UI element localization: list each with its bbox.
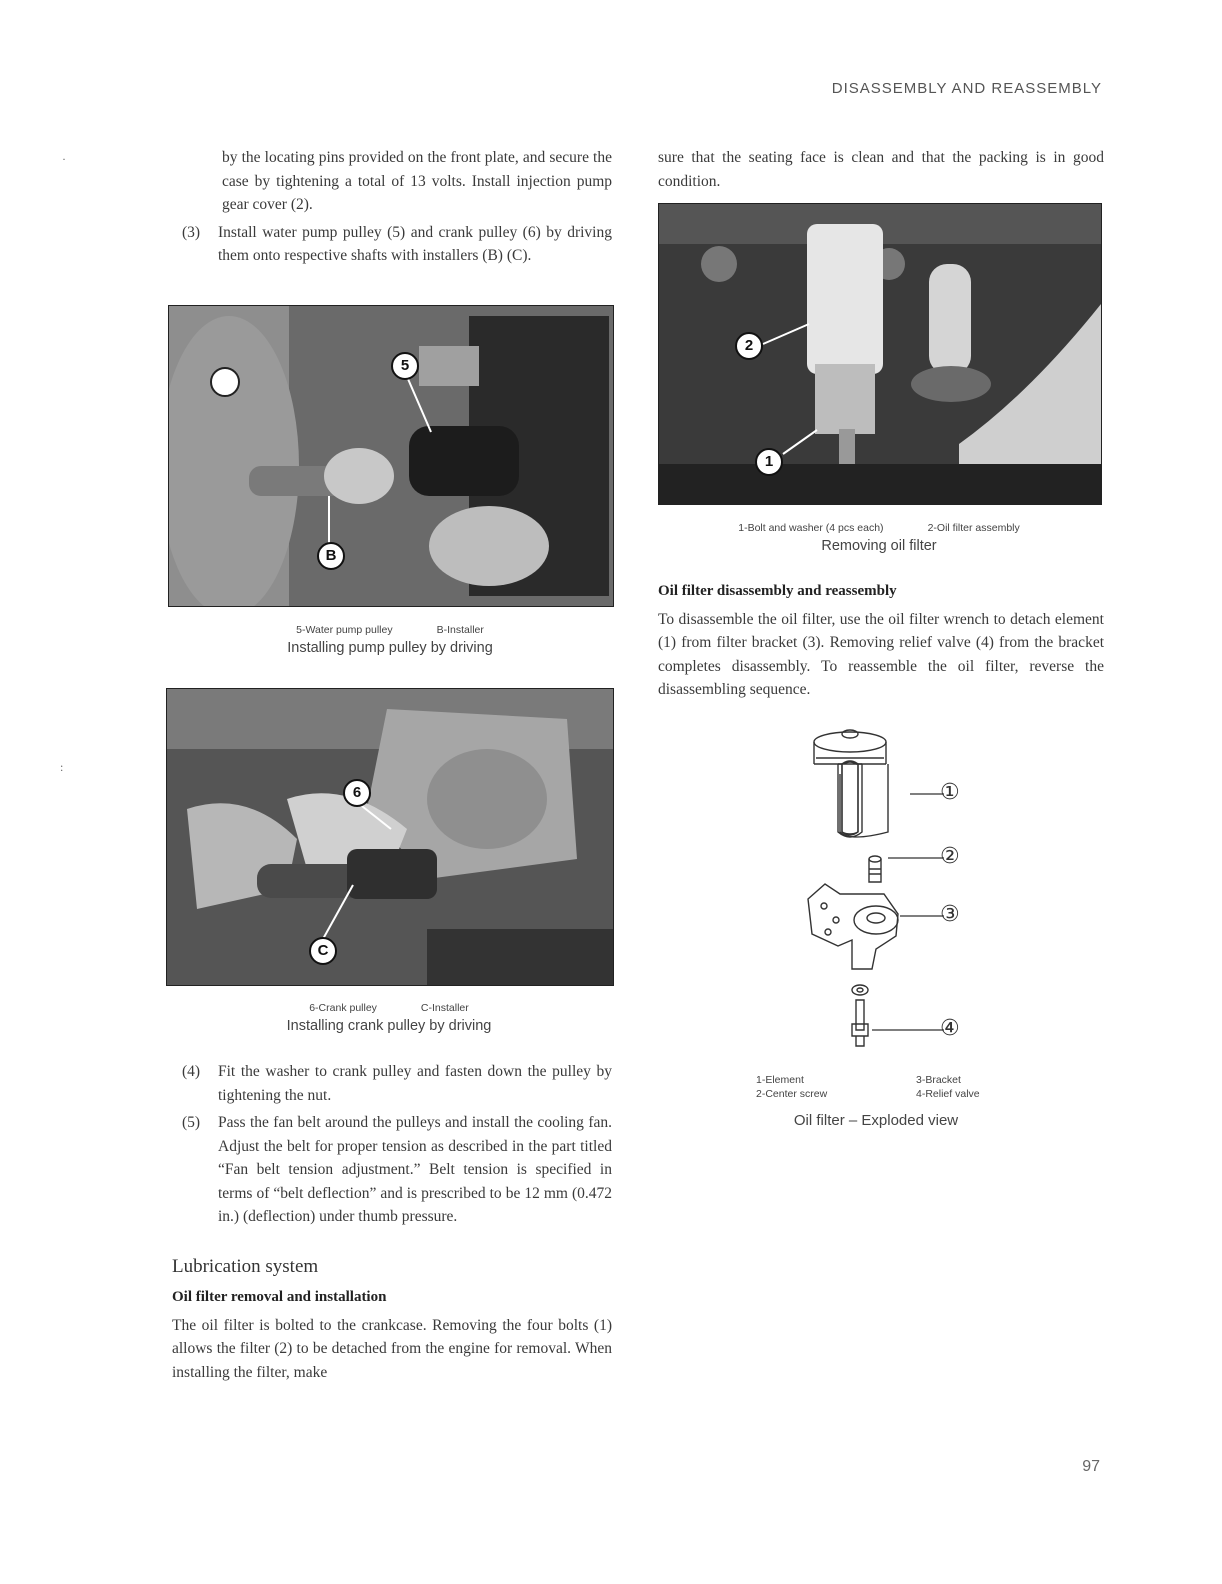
page-number: 97: [1082, 1458, 1100, 1475]
step-3: [172, 221, 612, 268]
callout-4-circled: ④: [940, 1016, 960, 1041]
callout-5: 5: [391, 352, 419, 380]
figure3-legend: [658, 522, 1100, 534]
figure1-legend: [168, 624, 612, 636]
callout-2: 2: [735, 332, 763, 360]
scan-mark: ·: [62, 152, 66, 166]
step-text: Pass the fan belt around the pulleys and install the cooling fan. Adjust the belt for proper tension as described in the part titled “Fan belt tension adjustment.” Belt tension is specified in terms of “belt deflection” and is prescribed to be 12 mm (0.472 in.) (deflection) under thumb pressure.: [218, 1114, 612, 1225]
subheading: Oil filter removal and installation: [172, 1289, 387, 1305]
step-4: [172, 1060, 612, 1107]
photo-oil-filter-removal: [658, 203, 1102, 505]
callout-1-circled: ①: [940, 780, 960, 805]
legend-item: 1-Element: [756, 1074, 804, 1086]
figure2-caption: Installing crank pulley by driving: [286, 1018, 492, 1034]
legend-item: C-Installer: [420, 1002, 469, 1014]
legend-item: 6-Crank pulley: [309, 1002, 377, 1014]
photo-water-pump-pulley: [168, 305, 614, 607]
legend-item: 5-Water pump pulley: [296, 624, 393, 636]
legend-item: B-Installer: [436, 624, 484, 636]
legend-item: 4-Relief valve: [916, 1088, 980, 1100]
legend-item: 2-Oil filter assembly: [927, 522, 1020, 534]
section-heading: Lubrication system: [172, 1255, 319, 1277]
subheading: Oil filter disassembly and reassembly: [658, 583, 897, 599]
running-header: DISASSEMBLY AND REASSEMBLY: [831, 80, 1102, 97]
figure2-caption-block: [166, 1002, 612, 1034]
figure1-caption: Installing pump pulley by driving: [287, 640, 493, 656]
photo-crank-pulley: [166, 688, 614, 986]
diagram-caption: Oil filter – Exploded view: [793, 1112, 959, 1129]
body-paragraph: The oil filter is bolted to the crankcase. Removing the four bolts (1) allows the filter (2) to be detached from the engine for removal. When installing the filter, make: [172, 1316, 612, 1381]
legend-item: 1-Bolt and washer (4 pcs each): [738, 522, 884, 534]
right-top-text: [658, 146, 1104, 193]
figure1-caption-block: [168, 624, 612, 656]
step-number: (5): [182, 1114, 201, 1131]
step-number: (4): [182, 1063, 201, 1080]
step-text: Install water pump pulley (5) and crank pulley (6) by driving them onto respective shafts with installers (B) (C).: [218, 223, 612, 264]
callout-3-circled: ③: [940, 902, 960, 927]
step-5: [172, 1111, 612, 1229]
legend-item: 3-Bracket: [916, 1074, 961, 1086]
step-text: Fit the washer to crank pulley and fasten down the pulley by tightening the nut.: [218, 1063, 612, 1104]
continuation-paragraph: sure that the seating face is clean and that the packing is in good condition.: [658, 149, 1104, 190]
callout-C: C: [309, 937, 337, 965]
figure2-legend: [166, 1002, 612, 1014]
intro-paragraph: by the locating pins provided on the front plate, and secure the case by tightening a total of 13 volts. Install injection pump gear cover (2).: [222, 149, 612, 213]
callout-2-circled: ②: [940, 844, 960, 869]
exploded-view-diagram: [780, 724, 990, 1074]
figure3-caption: Removing oil filter: [821, 538, 937, 554]
callout-1: 1: [755, 448, 783, 476]
diagram-legend: [756, 1074, 1036, 1100]
left-top-text: [172, 146, 612, 268]
body-paragraph: To disassemble the oil filter, use the oil filter wrench to detach element (1) from filter bracket (3). Removing relief valve (4) from the bracket completes disassembly. To reassemble the oil filter, reverse the disassembling sequence.: [658, 610, 1104, 698]
left-bottom-text: [172, 1060, 612, 1384]
callout-B: B: [317, 542, 345, 570]
right-mid-text: [658, 580, 1104, 702]
callout-6: 6: [343, 779, 371, 807]
step-number: (3): [182, 223, 201, 241]
figure3-caption-block: [658, 522, 1100, 554]
legend-item: 2-Center screw: [756, 1088, 828, 1100]
scan-mark: :: [60, 760, 64, 774]
